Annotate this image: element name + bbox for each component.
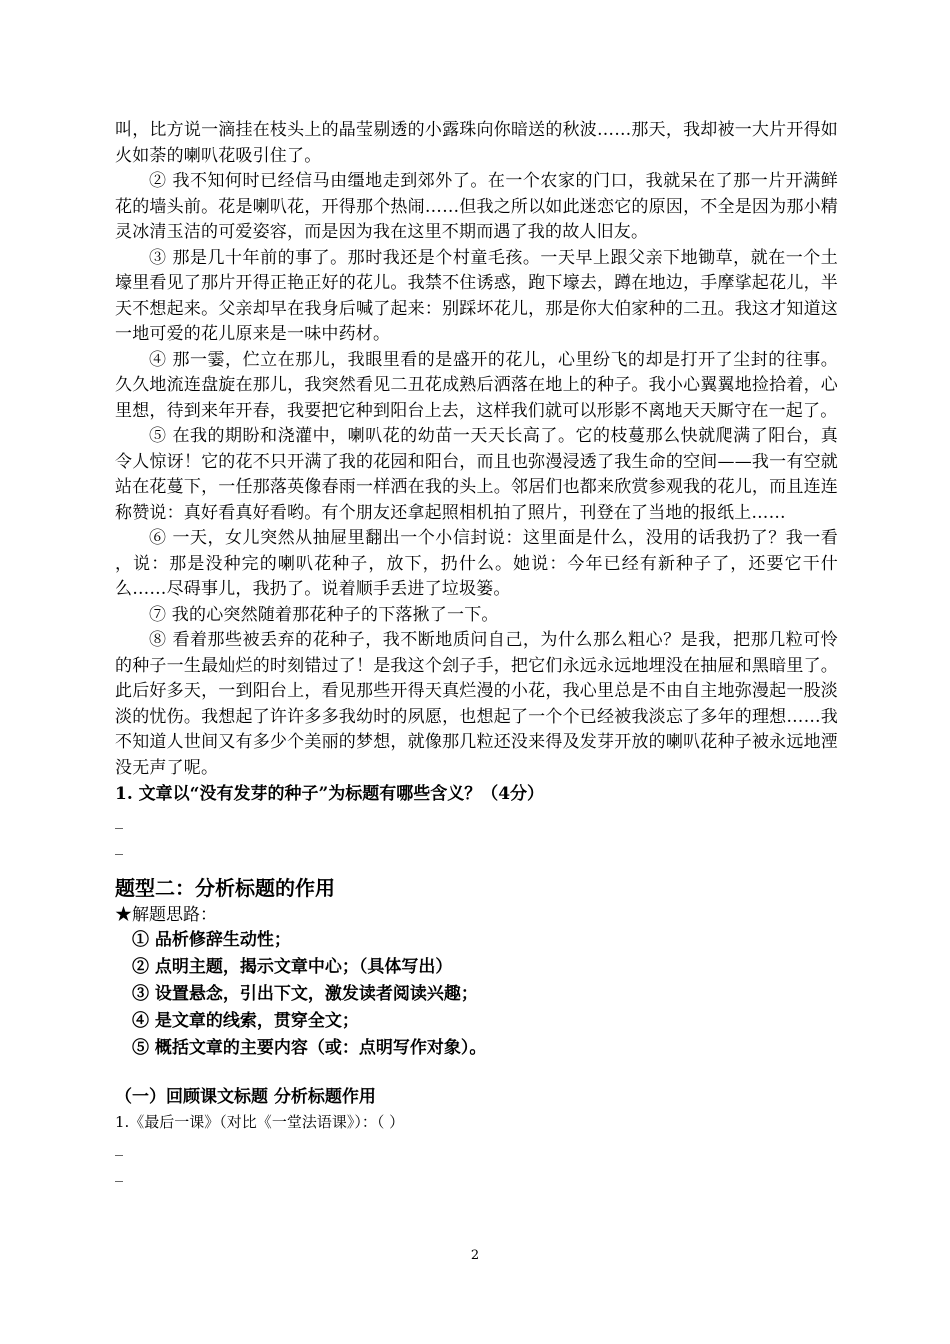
answer-line: _ (115, 810, 123, 829)
section-title: 题型二：分析标题的作用 (115, 876, 335, 900)
exercise-item-1: 1.《最后一课》（对比《一堂法语课》）：（ ） (115, 1113, 405, 1131)
article-paragraph-continued: 叫，比方说一滴挂在枝头上的晶莹剔透的小露珠向你暗送的秋波……那天，我却被一大片开得如火如荼的喇叭花吸引住了。 (115, 120, 838, 166)
article-paragraph-2: ② 我不知何时已经信马由缰地走到郊外了。在一个农家的门口，我就呆在了那一片开满鲜花的墙头前。花是喇叭花，开得那个热闹……但我之所以如此迷恋它的原因，不全是因为那小精灵冰清玉洁的可爱姿容，而是因为我在这里不期而遇了我的故人旧友。 (115, 171, 838, 242)
article-paragraph-7: ⑦ 我的心突然随着那花种子的下落揪了一下。 (149, 604, 499, 625)
tip-item: ④ 是文章的线索，贯穿全文； (132, 1011, 359, 1031)
tip-item: ① 品析修辞生动性； (132, 930, 291, 950)
article-paragraph-6: ⑥ 一天，女儿突然从抽屉里翻出一个小信封说：这里面是什么，没用的话我扔了？我一看 ，说：那是没种完的喇叭花种子，放下，扔什么。她说：今年已经有新种子了，还要它干什么……尽碍事儿，我扔了。说着顺手丢进了垃圾篓。 (115, 528, 838, 599)
article-paragraph-4: ④ 那一霎，伫立在那儿，我眼里看的是盛开的花儿，心里纷飞的却是打开了尘封的往事。久久地流连盘旋在那儿，我突然看见二丑花成熟后洒落在地上的种子。我小心翼翼地捡拾着，心里想，待到来年开春，我要把它种到阳台上去，这样我们就可以形影不离地天天厮守在一起了。 (115, 349, 838, 421)
page-number: 2 (470, 1248, 480, 1263)
article-paragraph-5: ⑤ 在我的期盼和浇灌中，喇叭花的幼苗一天天长高了。它的枝蔓那么快就爬满了阳台，真令人惊讶！它的花不只开满了我的花园和阳台，而且也弥漫浸透了我生命的空间——我一有空就站在花蔓下，一任那落英像春雨一样洒在我的头上。邻居们也都来欣赏参观我的花儿，而且连连称赞说：真好看真好看哟。有个朋友还拿起照相机拍了照片，刊登在了当地的报纸上…… (115, 426, 838, 523)
article-paragraph-3: ③ 那是几十年前的事了。那时我还是个村童毛孩。一天早上跟父亲下地锄草，就在一个土壕里看见了那片开得正艳正好的花儿。我禁不住诱惑，跑下壕去，蹲在地边，手摩挲起花儿，半天不想起来。父亲却早在我身后喊了起来：别踩坏花儿，那是你大伯家种的二丑。我这才知道这一地可爱的花儿原来是一味中药材。 (115, 247, 838, 344)
subsection-title: （一）回顾课文标题 分析标题作用 (115, 1087, 376, 1107)
answer-line: _ (115, 836, 123, 855)
article-paragraph-8: ⑧ 看着那些被丢弃的花种子，我不断地质问自己，为什么那么粗心？是我，把那几粒可怜的种子一生最灿烂的时刻错过了！是我这个刽子手，把它们永远永远地埋没在抽屉和黑暗里了。此后好多天，一到阳台上，看见那些开得天真烂漫的小花，我心里总是不由自主地弥漫起一股淡淡的忧伤。我想起了许许多多我幼时的夙愿，也想起了一个个已经被我淡忘了多年的理想……我不知道人世间又有多少个美丽的梦想，就像那几粒还没来得及发芽开放的喇叭花种子被永远地湮没无声了呢。 (115, 630, 838, 778)
tips-heading: ★解题思路： (115, 905, 217, 925)
answer-line: _ (115, 1137, 123, 1156)
answer-line: _ (115, 1163, 123, 1182)
page-content (115, 118, 838, 1186)
tip-item: ⑤ 概括文章的主要内容（或：点明写作对象）。 (132, 1038, 487, 1058)
question-1: 1. 文章以“没有发芽的种子”为标题有哪些含义？（4分） (115, 784, 545, 804)
tip-item: ③ 设置悬念，引出下文，激发读者阅读兴趣； (132, 984, 478, 1004)
tip-item: ② 点明主题，揭示文章中心；（具体写出） (132, 957, 453, 977)
